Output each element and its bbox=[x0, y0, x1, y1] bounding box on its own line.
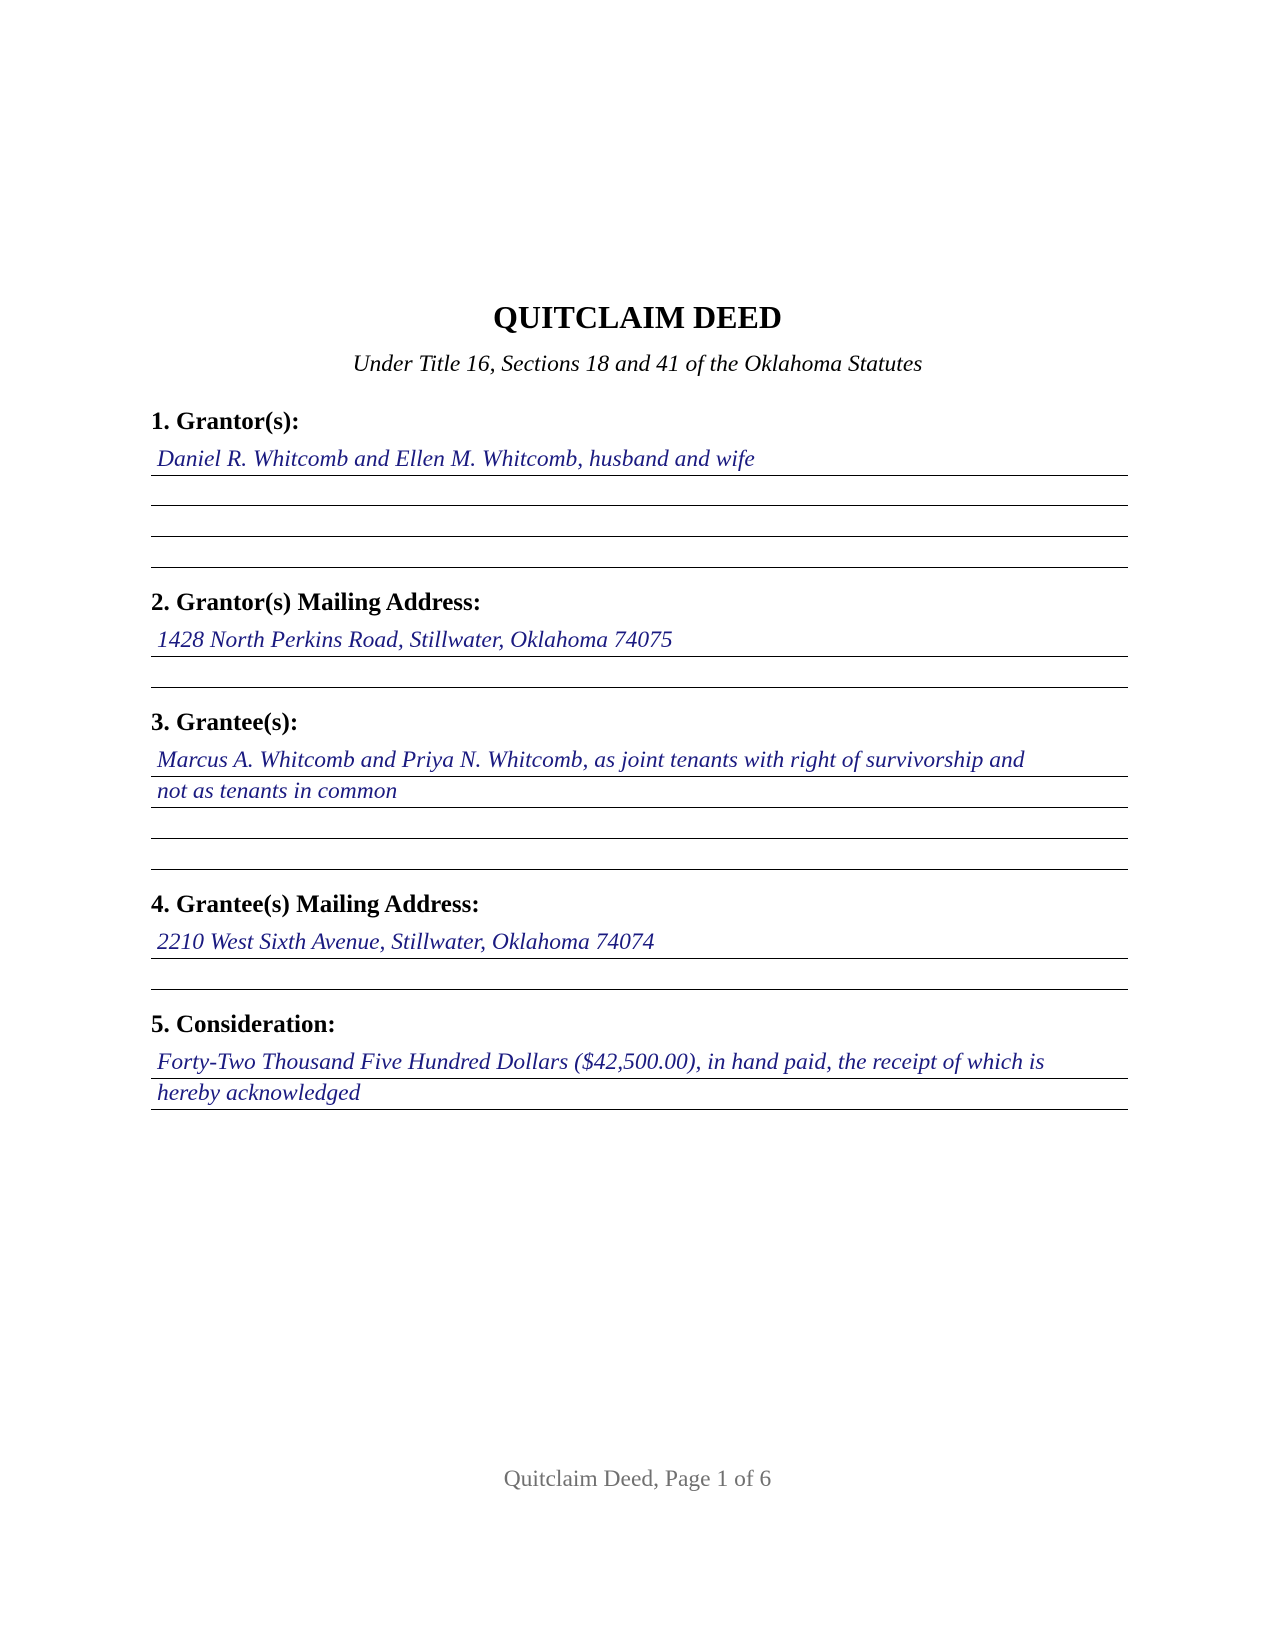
grantee-address-line-2[interactable] bbox=[151, 959, 1128, 990]
grantees-line-2[interactable] bbox=[151, 777, 1128, 808]
grantors-line-2[interactable] bbox=[151, 475, 1128, 506]
grantees-label: 3. Grantee(s): bbox=[151, 709, 299, 736]
document-title: QUITCLAIM DEED bbox=[493, 299, 782, 335]
grantee-address-line-1[interactable] bbox=[151, 928, 1128, 959]
consideration-line-2[interactable] bbox=[151, 1079, 1128, 1110]
grantees-line-1[interactable] bbox=[151, 746, 1128, 777]
grantor-address-line-1[interactable] bbox=[151, 626, 1128, 657]
grantors-line-1[interactable] bbox=[151, 445, 1128, 476]
grantors-line-4[interactable] bbox=[151, 537, 1128, 568]
grantor-address-line-2[interactable] bbox=[151, 657, 1128, 688]
grantors-line-1-text: Daniel R. Whitcomb and Ellen M. Whitcomb, husband and wife bbox=[157, 446, 755, 472]
grantees-line-3[interactable] bbox=[151, 808, 1128, 839]
page-footer: Quitclaim Deed, Page 1 of 6 bbox=[503, 1466, 772, 1492]
grantees-line-2-text: not as tenants in common bbox=[157, 778, 398, 804]
grantees-line-4[interactable] bbox=[151, 839, 1128, 870]
grantors-label: 1. Grantor(s): bbox=[151, 408, 300, 435]
consideration-line-2-text: hereby acknowledged bbox=[157, 1080, 361, 1106]
grantee-address-label: 4. Grantee(s) Mailing Address: bbox=[151, 891, 480, 918]
grantor-address-label: 2. Grantor(s) Mailing Address: bbox=[151, 589, 482, 616]
consideration-line-1-text: Forty-Two Thousand Five Hundred Dollars ($42,500.00), in hand paid, the receipt of which is bbox=[157, 1049, 1045, 1075]
grantees-line-1-text: Marcus A. Whitcomb and Priya N. Whitcomb, as joint tenants with right of survivorship and bbox=[157, 747, 1025, 773]
consideration-label: 5. Consideration: bbox=[151, 1011, 336, 1038]
consideration-line-1[interactable] bbox=[151, 1048, 1128, 1079]
grantor-address-line-1-text: 1428 North Perkins Road, Stillwater, Oklahoma 74075 bbox=[157, 627, 673, 653]
grantors-line-3[interactable] bbox=[151, 506, 1128, 537]
grantee-address-line-1-text: 2210 West Sixth Avenue, Stillwater, Oklahoma 74074 bbox=[157, 929, 655, 955]
document-subtitle: Under Title 16, Sections 18 and 41 of the Oklahoma Statutes bbox=[352, 351, 923, 377]
